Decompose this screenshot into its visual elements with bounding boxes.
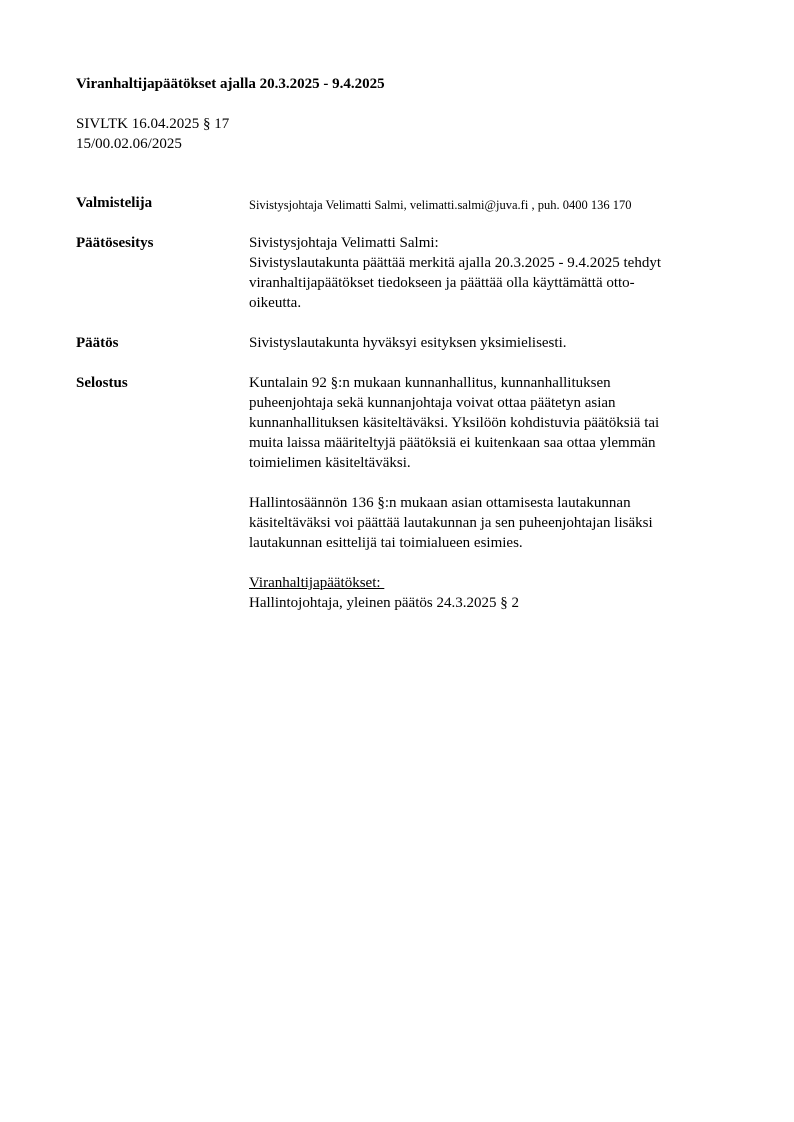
paatos-label: Päätös (76, 335, 119, 351)
decisions-list (249, 573, 739, 613)
selostus-line: Hallintosäännön 136 §:n mukaan asian ottamisesta lautakunnan (249, 495, 631, 511)
paatosesitys-text (249, 233, 739, 313)
paatos-text: Sivistyslautakunta hyväksyi esityksen yksimielisesti. (249, 335, 567, 351)
selostus-line: muita laissa määriteltyjä päätöksiä ei kuitenkaan saa ottaa ylemmän (249, 435, 656, 451)
selostus-line: Kuntalain 92 §:n mukaan kunnanhallitus, kunnanhallituksen (249, 375, 611, 391)
selostus-line: toimielimen käsiteltäväksi. (249, 455, 411, 471)
selostus-paragraph-2 (249, 493, 739, 553)
decision-item: Hallintojohtaja, yleinen päätös 24.3.2025 § 2 (249, 595, 519, 611)
case-number: 15/00.02.06/2025 (76, 136, 182, 152)
paragraph-spacer (249, 553, 739, 573)
selostus-line: puheenjohtaja sekä kunnanjohtaja voivat ottaa päätetyn asian (249, 395, 616, 411)
selostus-line: kunnanhallituksen käsiteltäväksi. Yksilöön kohdistuvia päätöksiä tai (249, 415, 660, 431)
valmistelija-text: Sivistysjohtaja Velimatti Salmi, velimatti.salmi@juva.fi , puh. 0400 136 170 (249, 198, 632, 212)
selostus-text (249, 373, 739, 613)
valmistelija-label: Valmistelija (76, 195, 153, 211)
meeting-reference: SIVLTK 16.04.2025 § 17 (76, 116, 230, 132)
selostus-paragraph-1 (249, 373, 739, 473)
paatosesitys-line: Sivistyslautakunta päättää merkitä ajalla 20.3.2025 - 9.4.2025 tehdyt (249, 255, 661, 271)
paatosesitys-line: oikeutta. (249, 295, 302, 311)
paragraph-spacer (249, 473, 739, 493)
paatosesitys-line: Sivistysjohtaja Velimatti Salmi: (249, 235, 439, 251)
selostus-line: lautakunnan esittelijä tai toimialueen esimies. (249, 535, 523, 551)
paatosesitys-label: Päätösesitys (76, 235, 154, 251)
document-meta (76, 114, 229, 154)
document-title: Viranhaltijapäätökset ajalla 20.3.2025 - 9.4.2025 (76, 76, 385, 92)
decisions-heading: Viranhaltijapäätökset: (249, 575, 385, 591)
selostus-line: käsiteltäväksi voi päättää lautakunnan ja sen puheenjohtajan lisäksi (249, 515, 653, 531)
selostus-label: Selostus (76, 375, 128, 391)
paatosesitys-line: viranhaltijapäätökset tiedokseen ja päättää olla käyttämättä otto- (249, 275, 635, 291)
